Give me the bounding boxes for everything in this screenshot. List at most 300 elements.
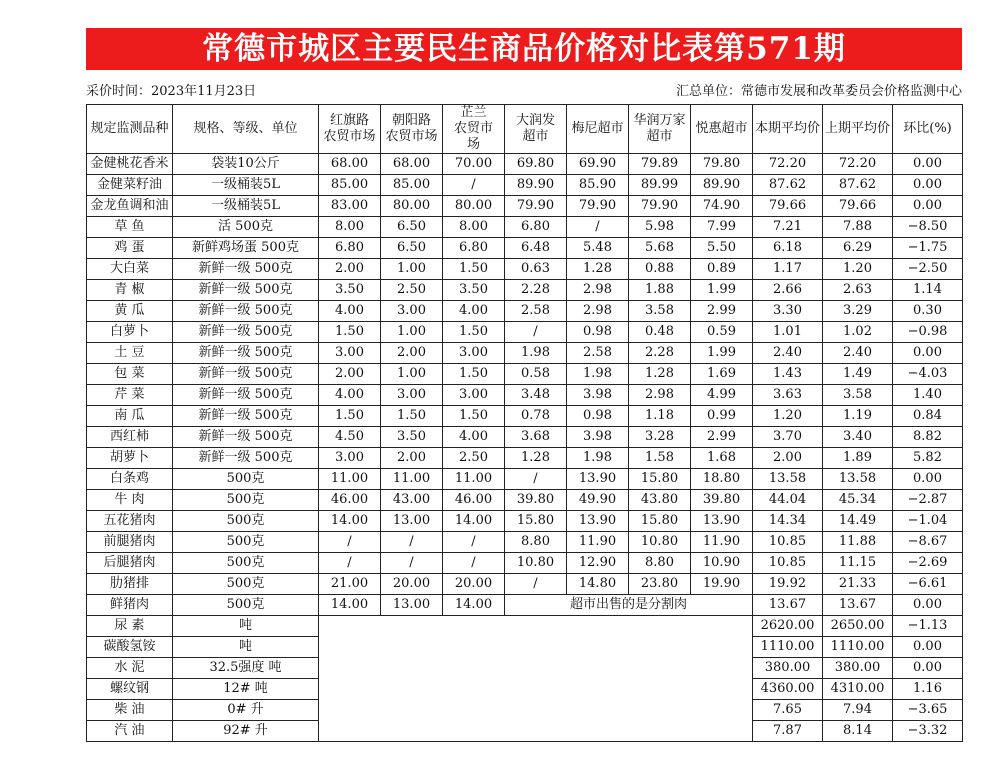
spec: 新鲜一级 500克 xyxy=(173,259,319,280)
table-row xyxy=(87,511,963,532)
table-row xyxy=(87,406,963,427)
supermarket-note: 超市出售的是分割肉 xyxy=(505,595,753,616)
price-rtmart: 0.78 xyxy=(505,406,567,427)
previous-avg: 45.34 xyxy=(823,490,893,511)
item-name: 肋猪排 xyxy=(87,574,173,595)
price-rtmart: 2.28 xyxy=(505,280,567,301)
price-chaoyang: 43.00 xyxy=(381,490,443,511)
price-yuehui: 4.99 xyxy=(691,385,753,406)
current-avg: 10.85 xyxy=(753,553,823,574)
spec: 新鲜一级 500克 xyxy=(173,448,319,469)
item-name: 五花猪肉 xyxy=(87,511,173,532)
previous-avg: 1.89 xyxy=(823,448,893,469)
price-meini: 0.98 xyxy=(567,406,629,427)
price-zhilan: 3.50 xyxy=(443,280,505,301)
price-crvanguard: 89.99 xyxy=(629,175,691,196)
price-chaoyang: 6.50 xyxy=(381,238,443,259)
price-meini: 2.98 xyxy=(567,301,629,322)
item-name: 鲜猪肉 xyxy=(87,595,173,616)
item-name: 南 瓜 xyxy=(87,406,173,427)
price-yuehui: 5.50 xyxy=(691,238,753,259)
price-rtmart: ∕ xyxy=(505,322,567,343)
price-crvanguard: 1.58 xyxy=(629,448,691,469)
current-avg: 2.00 xyxy=(753,448,823,469)
table-row xyxy=(87,280,963,301)
change-pct: 1.16 xyxy=(893,679,963,700)
price-yuehui: 39.80 xyxy=(691,490,753,511)
item-name: 金健菜籽油 xyxy=(87,175,173,196)
change-pct: 5.82 xyxy=(893,448,963,469)
price-hongqi: 46.00 xyxy=(319,490,381,511)
price-rtmart: 10.80 xyxy=(505,553,567,574)
previous-avg: 72.20 xyxy=(823,154,893,175)
current-avg: 14.34 xyxy=(753,511,823,532)
price-zhilan: 3.00 xyxy=(443,385,505,406)
price-hongqi: 4.00 xyxy=(319,385,381,406)
item-name: 黄 瓜 xyxy=(87,301,173,322)
current-avg: 2.66 xyxy=(753,280,823,301)
current-avg: 13.67 xyxy=(753,595,823,616)
current-avg: 3.63 xyxy=(753,385,823,406)
price-hongqi: 68.00 xyxy=(319,154,381,175)
current-avg: 1.17 xyxy=(753,259,823,280)
price-zhilan: 4.00 xyxy=(443,301,505,322)
change-pct: −0.98 xyxy=(893,322,963,343)
price-zhilan: ∕ xyxy=(443,532,505,553)
price-crvanguard: 1.28 xyxy=(629,364,691,385)
change-pct: −1.75 xyxy=(893,238,963,259)
price-crvanguard: 0.48 xyxy=(629,322,691,343)
price-hongqi: ∕ xyxy=(319,532,381,553)
table-row xyxy=(87,364,963,385)
price-rtmart: 39.80 xyxy=(505,490,567,511)
previous-avg: 7.94 xyxy=(823,700,893,721)
spec: 500克 xyxy=(173,553,319,574)
previous-avg: 2.40 xyxy=(823,343,893,364)
change-pct: −2.50 xyxy=(893,259,963,280)
page-title: 常德市城区主要民生商品价格对比表第571期 xyxy=(86,28,962,70)
column-header: 大润发 超市 xyxy=(505,105,567,154)
price-chaoyang: 11.00 xyxy=(381,469,443,490)
price-hongqi: 1.50 xyxy=(319,406,381,427)
table-row xyxy=(87,574,963,595)
price-hongqi: 14.00 xyxy=(319,595,381,616)
price-rtmart: ∕ xyxy=(505,574,567,595)
table-row xyxy=(87,490,963,511)
price-hongqi: 4.00 xyxy=(319,301,381,322)
price-hongqi: 8.00 xyxy=(319,217,381,238)
change-pct: 0.00 xyxy=(893,637,963,658)
previous-avg: 11.15 xyxy=(823,553,893,574)
spec: 一级桶装5L xyxy=(173,175,319,196)
table-row xyxy=(87,154,963,175)
current-avg: 7.65 xyxy=(753,700,823,721)
table-row xyxy=(87,259,963,280)
price-zhilan: 11.00 xyxy=(443,469,505,490)
price-rtmart: 89.90 xyxy=(505,175,567,196)
item-name: 碳酸氢铵 xyxy=(87,637,173,658)
price-meini: ∕ xyxy=(567,217,629,238)
spec: 一级桶装5L xyxy=(173,196,319,217)
price-crvanguard: 15.80 xyxy=(629,469,691,490)
current-avg: 6.18 xyxy=(753,238,823,259)
spec: 0# 升 xyxy=(173,700,319,721)
price-crvanguard: 5.98 xyxy=(629,217,691,238)
price-rtmart: ∕ xyxy=(505,469,567,490)
item-name: 汽 油 xyxy=(87,721,173,742)
table-row xyxy=(87,322,963,343)
price-rtmart: 2.58 xyxy=(505,301,567,322)
table-row xyxy=(87,343,963,364)
price-rtmart: 0.58 xyxy=(505,364,567,385)
column-header: 规格、等级、单位 xyxy=(173,105,319,154)
price-meini: 79.90 xyxy=(567,196,629,217)
price-rtmart: 1.98 xyxy=(505,343,567,364)
spec: 袋装10公斤 xyxy=(173,154,319,175)
price-hongqi: 83.00 xyxy=(319,196,381,217)
previous-avg: 6.29 xyxy=(823,238,893,259)
price-meini: 3.98 xyxy=(567,427,629,448)
item-name: 柴 油 xyxy=(87,700,173,721)
table-row xyxy=(87,238,963,259)
price-meini: 11.90 xyxy=(567,532,629,553)
item-name: 土 豆 xyxy=(87,343,173,364)
table-row xyxy=(87,469,963,490)
item-name: 后腿猪肉 xyxy=(87,553,173,574)
price-hongqi: 11.00 xyxy=(319,469,381,490)
price-zhilan: 4.00 xyxy=(443,427,505,448)
price-zhilan: 1.50 xyxy=(443,259,505,280)
price-meini: 1.28 xyxy=(567,259,629,280)
current-avg: 72.20 xyxy=(753,154,823,175)
price-crvanguard: 79.90 xyxy=(629,196,691,217)
table-row xyxy=(87,301,963,322)
change-pct: 0.00 xyxy=(893,175,963,196)
price-yuehui: 1.99 xyxy=(691,343,753,364)
table-row xyxy=(87,175,963,196)
price-hongqi: 1.50 xyxy=(319,322,381,343)
change-pct: 0.84 xyxy=(893,406,963,427)
price-hongqi: 3.00 xyxy=(319,343,381,364)
previous-avg: 87.62 xyxy=(823,175,893,196)
previous-avg: 1110.00 xyxy=(823,637,893,658)
table-row xyxy=(87,553,963,574)
price-chaoyang: 68.00 xyxy=(381,154,443,175)
price-yuehui: 2.99 xyxy=(691,427,753,448)
price-meini: 2.98 xyxy=(567,280,629,301)
item-name: 草 鱼 xyxy=(87,217,173,238)
table-row xyxy=(87,217,963,238)
spec: 32.5强度 吨 xyxy=(173,658,319,679)
price-crvanguard: 1.88 xyxy=(629,280,691,301)
price-comparison-table xyxy=(86,104,963,742)
price-chaoyang: 3.00 xyxy=(381,385,443,406)
price-yuehui: 10.90 xyxy=(691,553,753,574)
price-yuehui: 89.90 xyxy=(691,175,753,196)
price-chaoyang: 6.50 xyxy=(381,217,443,238)
previous-avg: 13.67 xyxy=(823,595,893,616)
previous-avg: 2.63 xyxy=(823,280,893,301)
spec: 500克 xyxy=(173,490,319,511)
change-pct: −3.32 xyxy=(893,721,963,742)
price-hongqi: ∕ xyxy=(319,553,381,574)
column-header: 上期平均价 xyxy=(823,105,893,154)
previous-avg: 1.49 xyxy=(823,364,893,385)
current-avg: 1.20 xyxy=(753,406,823,427)
change-pct: −1.13 xyxy=(893,616,963,637)
current-avg: 13.58 xyxy=(753,469,823,490)
item-name: 前腿猪肉 xyxy=(87,532,173,553)
price-yuehui: 79.80 xyxy=(691,154,753,175)
change-pct: −1.04 xyxy=(893,511,963,532)
price-meini: 12.90 xyxy=(567,553,629,574)
price-meini: 1.98 xyxy=(567,448,629,469)
price-yuehui: 0.59 xyxy=(691,322,753,343)
previous-avg: 3.29 xyxy=(823,301,893,322)
price-chaoyang: ∕ xyxy=(381,532,443,553)
item-name: 白条鸡 xyxy=(87,469,173,490)
price-zhilan: 8.00 xyxy=(443,217,505,238)
current-avg: 1110.00 xyxy=(753,637,823,658)
change-pct: −2.69 xyxy=(893,553,963,574)
previous-avg: 13.58 xyxy=(823,469,893,490)
table-row xyxy=(87,532,963,553)
spec: 92# 升 xyxy=(173,721,319,742)
price-meini: 2.58 xyxy=(567,343,629,364)
item-name: 螺纹钢 xyxy=(87,679,173,700)
current-avg: 19.92 xyxy=(753,574,823,595)
price-hongqi: 2.00 xyxy=(319,259,381,280)
price-yuehui: 2.99 xyxy=(691,301,753,322)
price-crvanguard: 23.80 xyxy=(629,574,691,595)
price-crvanguard: 3.58 xyxy=(629,301,691,322)
price-rtmart: 6.48 xyxy=(505,238,567,259)
price-chaoyang: 13.00 xyxy=(381,511,443,532)
price-meini: 0.98 xyxy=(567,322,629,343)
current-avg: 2620.00 xyxy=(753,616,823,637)
change-pct: 1.40 xyxy=(893,385,963,406)
price-zhilan: 70.00 xyxy=(443,154,505,175)
previous-avg: 1.19 xyxy=(823,406,893,427)
price-yuehui: 1.99 xyxy=(691,280,753,301)
change-pct: −6.61 xyxy=(893,574,963,595)
spec: 新鲜一级 500克 xyxy=(173,322,319,343)
current-avg: 3.30 xyxy=(753,301,823,322)
spec: 新鲜一级 500克 xyxy=(173,364,319,385)
item-name: 西红柿 xyxy=(87,427,173,448)
price-chaoyang: 1.00 xyxy=(381,322,443,343)
price-zhilan: 6.80 xyxy=(443,238,505,259)
price-crvanguard: 10.80 xyxy=(629,532,691,553)
price-hongqi: 21.00 xyxy=(319,574,381,595)
price-zhilan: 1.50 xyxy=(443,322,505,343)
change-pct: −3.65 xyxy=(893,700,963,721)
item-name: 鸡 蛋 xyxy=(87,238,173,259)
spec: 新鲜一级 500克 xyxy=(173,280,319,301)
table-row xyxy=(87,385,963,406)
previous-avg: 380.00 xyxy=(823,658,893,679)
price-zhilan: 1.50 xyxy=(443,364,505,385)
current-avg: 380.00 xyxy=(753,658,823,679)
price-rtmart: 1.28 xyxy=(505,448,567,469)
current-avg: 44.04 xyxy=(753,490,823,511)
price-yuehui: 18.80 xyxy=(691,469,753,490)
spec: 500克 xyxy=(173,574,319,595)
blank-area xyxy=(319,616,753,742)
change-pct: 0.00 xyxy=(893,658,963,679)
item-name: 青 椒 xyxy=(87,280,173,301)
current-avg: 3.70 xyxy=(753,427,823,448)
price-zhilan: 1.50 xyxy=(443,406,505,427)
price-crvanguard: 8.80 xyxy=(629,553,691,574)
current-avg: 4360.00 xyxy=(753,679,823,700)
table-row xyxy=(87,196,963,217)
spec: 12# 吨 xyxy=(173,679,319,700)
column-header: 梅尼超市 xyxy=(567,105,629,154)
previous-avg: 7.88 xyxy=(823,217,893,238)
price-hongqi: 14.00 xyxy=(319,511,381,532)
price-crvanguard: 1.18 xyxy=(629,406,691,427)
price-yuehui: 0.99 xyxy=(691,406,753,427)
spec: 500克 xyxy=(173,469,319,490)
spec: 新鲜一级 500克 xyxy=(173,301,319,322)
price-chaoyang: 3.50 xyxy=(381,427,443,448)
current-avg: 7.21 xyxy=(753,217,823,238)
column-header: 红旗路 农贸市场 xyxy=(319,105,381,154)
previous-avg: 11.88 xyxy=(823,532,893,553)
price-meini: 69.90 xyxy=(567,154,629,175)
price-chaoyang: 13.00 xyxy=(381,595,443,616)
price-crvanguard: 15.80 xyxy=(629,511,691,532)
table-row xyxy=(87,616,963,637)
price-chaoyang: 20.00 xyxy=(381,574,443,595)
current-avg: 1.43 xyxy=(753,364,823,385)
item-name: 白萝卜 xyxy=(87,322,173,343)
price-hongqi: 3.00 xyxy=(319,448,381,469)
price-rtmart: 6.80 xyxy=(505,217,567,238)
previous-avg: 1.02 xyxy=(823,322,893,343)
collection-time: 采价时间：2023年11月23日 xyxy=(86,84,257,99)
change-pct: 0.00 xyxy=(893,595,963,616)
price-yuehui: 13.90 xyxy=(691,511,753,532)
price-zhilan: 14.00 xyxy=(443,595,505,616)
table-row xyxy=(87,427,963,448)
price-meini: 1.98 xyxy=(567,364,629,385)
price-crvanguard: 0.88 xyxy=(629,259,691,280)
previous-avg: 1.20 xyxy=(823,259,893,280)
price-chaoyang: 1.00 xyxy=(381,364,443,385)
summary-unit: 汇总单位：常德市发展和改革委员会价格监测中心 xyxy=(675,84,962,99)
price-meini: 14.80 xyxy=(567,574,629,595)
price-rtmart: 3.68 xyxy=(505,427,567,448)
price-yuehui: 0.89 xyxy=(691,259,753,280)
price-crvanguard: 3.28 xyxy=(629,427,691,448)
item-name: 芹 菜 xyxy=(87,385,173,406)
price-crvanguard: 5.68 xyxy=(629,238,691,259)
price-crvanguard: 43.80 xyxy=(629,490,691,511)
price-yuehui: 1.68 xyxy=(691,448,753,469)
price-yuehui: 74.90 xyxy=(691,196,753,217)
current-avg: 10.85 xyxy=(753,532,823,553)
price-hongqi: 6.80 xyxy=(319,238,381,259)
price-chaoyang: ∕ xyxy=(381,553,443,574)
column-header: 芷兰 农贸市 场 xyxy=(443,105,505,154)
price-hongqi: 4.50 xyxy=(319,427,381,448)
current-avg: 7.87 xyxy=(753,721,823,742)
spec: 新鲜一级 500克 xyxy=(173,427,319,448)
price-zhilan: ∕ xyxy=(443,175,505,196)
price-yuehui: 19.90 xyxy=(691,574,753,595)
price-yuehui: 7.99 xyxy=(691,217,753,238)
spec: 新鲜鸡场蛋 500克 xyxy=(173,238,319,259)
change-pct: 0.00 xyxy=(893,469,963,490)
price-meini: 5.48 xyxy=(567,238,629,259)
current-avg: 87.62 xyxy=(753,175,823,196)
price-zhilan: 80.00 xyxy=(443,196,505,217)
current-avg: 79.66 xyxy=(753,196,823,217)
previous-avg: 79.66 xyxy=(823,196,893,217)
previous-avg: 14.49 xyxy=(823,511,893,532)
change-pct: 0.00 xyxy=(893,154,963,175)
price-zhilan: 2.50 xyxy=(443,448,505,469)
price-hongqi: 2.00 xyxy=(319,364,381,385)
price-zhilan: 3.00 xyxy=(443,343,505,364)
change-pct: 0.30 xyxy=(893,301,963,322)
change-pct: −8.67 xyxy=(893,532,963,553)
price-chaoyang: 2.00 xyxy=(381,448,443,469)
change-pct: 8.82 xyxy=(893,427,963,448)
spec: 活 500克 xyxy=(173,217,319,238)
change-pct: −8.50 xyxy=(893,217,963,238)
spec: 500克 xyxy=(173,595,319,616)
current-avg: 1.01 xyxy=(753,322,823,343)
price-meini: 85.90 xyxy=(567,175,629,196)
change-pct: 0.00 xyxy=(893,343,963,364)
price-chaoyang: 85.00 xyxy=(381,175,443,196)
price-zhilan: 20.00 xyxy=(443,574,505,595)
previous-avg: 4310.00 xyxy=(823,679,893,700)
price-zhilan: 46.00 xyxy=(443,490,505,511)
change-pct: −4.03 xyxy=(893,364,963,385)
table-header-row xyxy=(87,105,963,154)
price-rtmart: 0.63 xyxy=(505,259,567,280)
item-name: 胡萝卜 xyxy=(87,448,173,469)
price-chaoyang: 2.50 xyxy=(381,280,443,301)
price-zhilan: ∕ xyxy=(443,553,505,574)
item-name: 牛 肉 xyxy=(87,490,173,511)
spec: 吨 xyxy=(173,637,319,658)
price-chaoyang: 1.00 xyxy=(381,259,443,280)
table-body xyxy=(87,154,963,742)
previous-avg: 21.33 xyxy=(823,574,893,595)
item-name: 大白菜 xyxy=(87,259,173,280)
spec: 新鲜一级 500克 xyxy=(173,385,319,406)
item-name: 尿 素 xyxy=(87,616,173,637)
price-chaoyang: 3.00 xyxy=(381,301,443,322)
change-pct: 1.14 xyxy=(893,280,963,301)
column-header: 朝阳路 农贸市场 xyxy=(381,105,443,154)
price-meini: 3.98 xyxy=(567,385,629,406)
price-chaoyang: 80.00 xyxy=(381,196,443,217)
previous-avg: 3.40 xyxy=(823,427,893,448)
table-row xyxy=(87,595,963,616)
price-rtmart: 8.80 xyxy=(505,532,567,553)
change-pct: 0.00 xyxy=(893,196,963,217)
previous-avg: 2650.00 xyxy=(823,616,893,637)
change-pct: −2.87 xyxy=(893,490,963,511)
price-meini: 13.90 xyxy=(567,511,629,532)
spec: 新鲜一级 500克 xyxy=(173,406,319,427)
